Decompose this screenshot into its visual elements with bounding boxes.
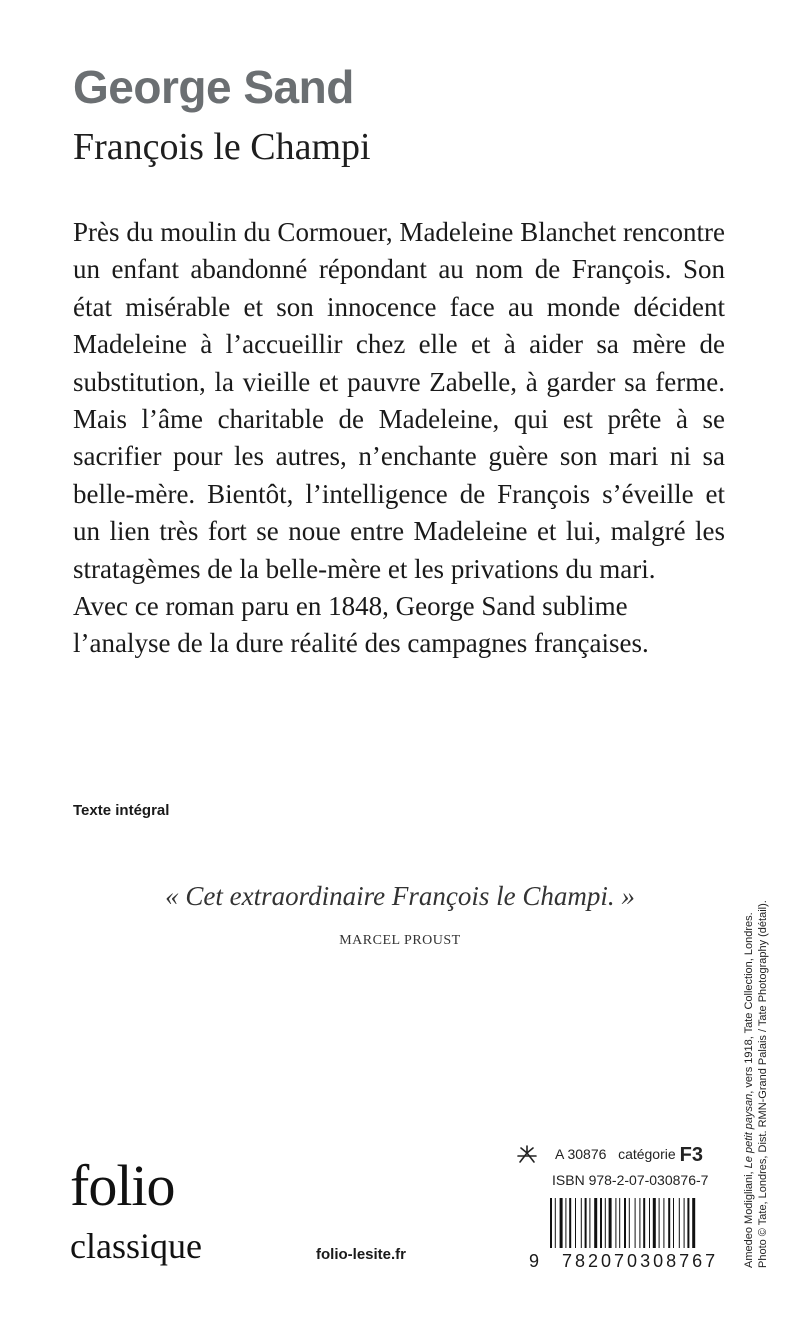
barcode-bar (635, 1198, 636, 1248)
category-label: catégorie (618, 1146, 676, 1162)
cover-image-credits (742, 828, 770, 1268)
book-blurb (73, 214, 725, 663)
blurb-paragraph: Avec ce roman paru en 1848, George Sand sublime l’analyse de la dure réalité des campagnes françaises. (73, 591, 649, 659)
barcode-bar (581, 1198, 582, 1248)
barcode-bar (679, 1198, 680, 1248)
barcode-bar (649, 1198, 650, 1248)
barcode-bar (663, 1198, 664, 1248)
book-title: François le Champi (73, 126, 371, 168)
barcode-bar (615, 1198, 616, 1248)
quote-author: MARCEL PROUST (339, 933, 461, 948)
credits-line-2: Photo © Tate, Londres, Dist. RMN-Grand Palais / Tate Photography (détail). (757, 900, 769, 1268)
author-name: George Sand (73, 61, 354, 113)
publisher-logo-classique: classique (70, 1226, 202, 1266)
barcode-bar (659, 1198, 660, 1248)
barcode-bar (692, 1198, 695, 1248)
barcode-bar (550, 1198, 552, 1248)
quote-text: « Cet extraordinaire François le Champi. » (165, 881, 635, 911)
barcode-bar (643, 1198, 645, 1248)
publisher-logo-folio: folio (70, 1153, 175, 1218)
credits-location: , vers 1918, Tate Collection, Londres. (743, 912, 755, 1094)
barcode-bar (555, 1198, 556, 1248)
barcode-bar (673, 1198, 674, 1248)
edition-note: Texte intégral (73, 802, 170, 819)
barcode-bar (624, 1198, 626, 1248)
barcode-first-digit: 9 (529, 1251, 540, 1271)
isbn-number: ISBN 978-2-07-030876-7 (552, 1172, 709, 1188)
barcode-bar (569, 1198, 571, 1248)
credits-line-1 (742, 828, 756, 1268)
category-code: F3 (679, 1144, 703, 1166)
barcode-bar (600, 1198, 602, 1248)
publisher-website[interactable]: folio-lesite.fr (316, 1246, 407, 1263)
credits-artwork-title: Le petit paysan (743, 1093, 755, 1169)
barcode-bar (585, 1198, 587, 1248)
barcode-digits: 782070308767 (562, 1251, 719, 1271)
barcode-bar (560, 1198, 563, 1248)
publisher-mark-icon (515, 1144, 539, 1166)
barcode-bar (684, 1198, 685, 1248)
barcode-bar (653, 1198, 656, 1248)
barcode-bar (639, 1198, 640, 1248)
barcode-bar (605, 1198, 606, 1248)
barcode-bar (594, 1198, 597, 1248)
blurb-paragraph: Près du moulin du Cormouer, Madeleine Blanchet rencontre un enfant abandonné répondant au nom de François. Son état misérable et son innocence face au monde décident Madeleine à l’accueillir chez elle et à aider sa mère de substitution, la vieille et pauvre Zabelle, à garder sa ferme. Mais l’âme charitable de Madeleine, qui est prête à se sacrifier pour les autres, n’enchante guère son mari ni sa belle-mère. Bientôt, l’intelligence de François s’éveille et un lien très fort se noue entre Madeleine et lui, malgré les stratagèmes de la belle-mère et les privations du mari. (73, 217, 725, 584)
barcode-bar (619, 1198, 620, 1248)
barcode-bar (575, 1198, 576, 1248)
credits-artist: Amedeo Modigliani, (743, 1168, 755, 1268)
catalog-reference (555, 1144, 703, 1167)
barcode-bar (629, 1198, 630, 1248)
catalog-number: A 30876 (555, 1146, 607, 1162)
barcode-bar (565, 1198, 566, 1248)
barcode-bar (589, 1198, 590, 1248)
barcode-bar (687, 1198, 689, 1248)
barcode-bar (609, 1198, 612, 1248)
barcode-bar (668, 1198, 670, 1248)
barcode (548, 1198, 720, 1250)
